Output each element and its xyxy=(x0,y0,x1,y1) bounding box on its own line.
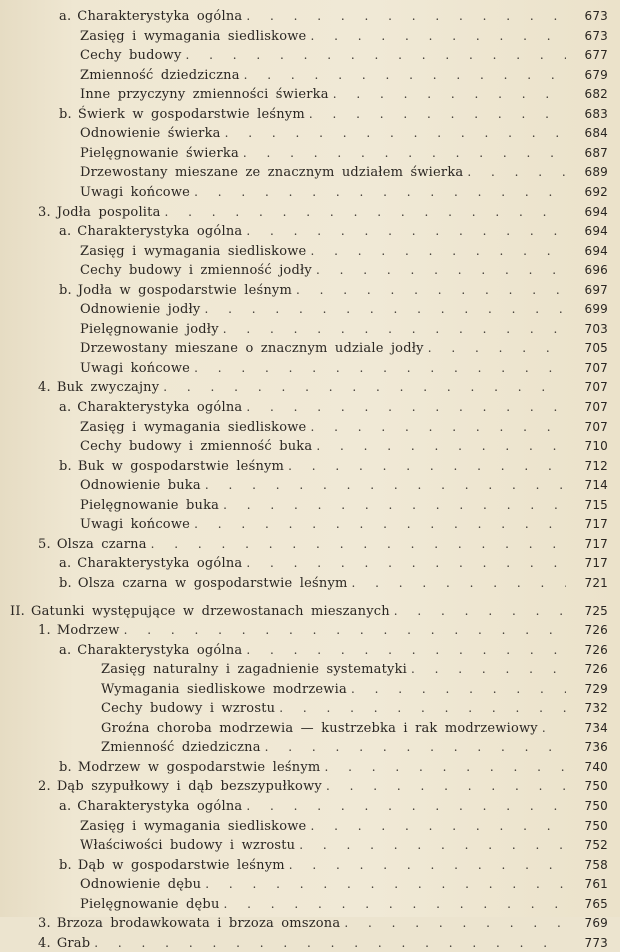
toc-entry-title: Uwagi końcowe xyxy=(80,517,191,533)
toc-entry xyxy=(0,438,620,455)
toc-entry xyxy=(0,379,620,396)
dot-leader xyxy=(163,379,566,396)
toc-entry-page-number: 677 xyxy=(584,48,608,63)
toc-entry xyxy=(0,458,620,475)
toc-entry-title: Cechy budowy i zmienność jodły xyxy=(80,263,312,279)
toc-entry xyxy=(0,477,620,494)
toc-entry xyxy=(0,282,620,299)
toc-entry xyxy=(0,419,620,436)
toc-entry-page-number: 694 xyxy=(584,204,608,219)
toc-entry-page-number: 699 xyxy=(584,302,608,317)
toc-entry-number: b. xyxy=(59,759,72,775)
toc-entry-page-number: 689 xyxy=(584,165,608,180)
toc-entry xyxy=(0,204,620,221)
toc-entry-title: Odnowienie świerka xyxy=(80,126,221,142)
toc-entry-title: Uwagi końcowe xyxy=(80,360,191,376)
dot-leader xyxy=(223,497,566,514)
toc-entry-title: Pielęgnowanie świerka xyxy=(80,145,239,161)
dot-leader xyxy=(265,739,566,756)
toc-entry-title: Pielęgnowanie dębu xyxy=(80,896,220,912)
toc-entry-number: b. xyxy=(59,282,72,298)
toc-entry-title: Zasięg naturalny i zagadnienie systematyki xyxy=(101,662,407,678)
toc-entry-page-number: 717 xyxy=(584,536,608,551)
toc-entry-title: Uwagi końcowe xyxy=(80,184,191,200)
dot-leader xyxy=(246,8,566,25)
toc-entry xyxy=(0,603,620,620)
toc-entry-number: 5. xyxy=(38,536,51,552)
toc-entry-page-number: 705 xyxy=(584,341,608,356)
dot-leader xyxy=(243,145,566,162)
toc-entry-page-number: 726 xyxy=(584,662,608,677)
toc-entry xyxy=(0,759,620,776)
dot-leader xyxy=(151,536,566,553)
toc-entry-page-number: 736 xyxy=(584,740,608,755)
toc-entry xyxy=(0,360,620,377)
toc-entry-page-number: 717 xyxy=(584,556,608,571)
toc-entry-number: 3. xyxy=(38,204,51,220)
dot-leader xyxy=(204,301,566,318)
toc-entry xyxy=(0,778,620,795)
toc-entry xyxy=(0,876,620,893)
toc-entry-title: Dąb szypułkowy i dąb bezszypułkowy xyxy=(56,779,322,795)
toc-entry-title: Jodła pospolita xyxy=(56,204,161,220)
toc-entry xyxy=(0,145,620,162)
toc-entry-number: a. xyxy=(59,224,72,240)
dot-leader xyxy=(310,243,566,260)
toc-entry-title: Groźna choroba modrzewia — kustrzebka i rak modrzewiowy xyxy=(101,720,538,736)
toc-entry-title: Cechy budowy i zmienność buka xyxy=(80,439,313,455)
toc-entry-title: Zmienność dziedziczna xyxy=(80,67,240,83)
toc-entry-title: Grab xyxy=(56,935,91,951)
toc-entry-page-number: 679 xyxy=(584,67,608,82)
toc-entry xyxy=(0,536,620,553)
toc-entry-page-number: 773 xyxy=(584,935,608,950)
toc-entry-title: Charakterystyka ogólna xyxy=(77,400,243,415)
toc-entry xyxy=(0,915,620,932)
toc-entry xyxy=(0,798,620,815)
dot-leader xyxy=(223,321,566,338)
toc-entry-title: Charakterystyka ogólna xyxy=(77,799,243,814)
toc-entry xyxy=(0,8,620,25)
toc-entry-title: Drzewostany mieszane o znacznym udziale jodły xyxy=(80,341,424,357)
toc-entry xyxy=(0,321,620,338)
toc-entry-title: Jodła w gospodarstwie leśnym xyxy=(77,282,293,298)
toc-entry-title: Pielęgnowanie jodły xyxy=(80,321,219,337)
toc-entry xyxy=(0,681,620,698)
dot-leader xyxy=(352,575,566,592)
toc-entry-page-number: 696 xyxy=(584,263,608,278)
toc-entry xyxy=(0,661,620,678)
toc-entry-page-number: 714 xyxy=(584,478,608,493)
toc-entry xyxy=(0,223,620,240)
toc-entry xyxy=(0,622,620,639)
dot-leader xyxy=(244,67,566,84)
dot-leader xyxy=(205,477,566,494)
toc-entry xyxy=(0,301,620,318)
toc-entry-title: Modrzew w gospodarstwie leśnym xyxy=(77,759,321,775)
toc-entry-page-number: 752 xyxy=(584,838,608,853)
dot-leader xyxy=(246,399,566,416)
toc-entry-page-number: 694 xyxy=(584,243,608,258)
toc-entry-page-number: 707 xyxy=(584,380,608,395)
toc-entry xyxy=(0,399,620,416)
toc-entry-title: Olsza czarna xyxy=(56,536,147,552)
toc-entry-title: Inne przyczyny zmienności świerka xyxy=(80,87,329,103)
dot-leader xyxy=(411,661,566,678)
toc-entry-page-number: 725 xyxy=(584,603,608,618)
toc-entry-page-number: 707 xyxy=(584,400,608,414)
toc-entry-number: a. xyxy=(59,642,72,658)
dot-leader xyxy=(288,458,566,475)
dot-leader xyxy=(246,555,566,572)
dot-leader xyxy=(279,700,566,717)
dot-leader xyxy=(351,681,566,698)
dot-leader xyxy=(194,184,566,201)
dot-leader xyxy=(324,759,566,776)
toc-entry-title: Gatunki występujące w drzewostanach mieszanych xyxy=(31,603,390,619)
toc-entry xyxy=(0,720,620,737)
toc-entry-number: b. xyxy=(59,458,72,474)
toc-entry-number: b. xyxy=(59,575,72,591)
toc-entry xyxy=(0,575,620,592)
toc-entry-page-number: 683 xyxy=(584,106,608,121)
dot-leader xyxy=(205,876,566,893)
dot-leader xyxy=(467,164,566,181)
toc-entry xyxy=(0,642,620,659)
toc-entry-title: Charakterystyka ogólna xyxy=(77,642,243,658)
dot-leader xyxy=(124,622,566,639)
toc-entry-title: Odnowienie buka xyxy=(80,478,201,494)
toc-entry xyxy=(0,243,620,260)
toc-entry-title: Odnowienie jodły xyxy=(80,302,201,318)
toc-entry xyxy=(0,857,620,874)
toc-entry-page-number: 726 xyxy=(584,642,608,657)
toc-entry xyxy=(0,497,620,514)
toc-entry-number: 4. xyxy=(38,935,51,951)
toc-entry-page-number: 758 xyxy=(584,857,608,872)
toc-entry-number: a. xyxy=(59,556,72,572)
toc-entry-page-number: 673 xyxy=(584,28,608,43)
toc-entry-number: II. xyxy=(10,603,26,619)
toc-entry-page-number: 712 xyxy=(584,458,608,473)
toc-entry-title: Zasięg i wymagania siedliskowe xyxy=(80,28,307,44)
toc-entry-title: Buk w gospodarstwie leśnym xyxy=(77,458,285,474)
toc-entry-number: a. xyxy=(59,400,72,415)
toc-entry-title: Charakterystyka ogólna xyxy=(77,9,243,24)
toc-entry xyxy=(0,700,620,717)
toc-entry-page-number: 740 xyxy=(584,759,608,774)
dot-leader xyxy=(316,262,566,279)
toc-entry-page-number: 769 xyxy=(584,916,608,931)
toc-entry-page-number: 750 xyxy=(584,779,608,794)
toc-entry-title: Cechy budowy i wzrostu xyxy=(101,701,276,717)
toc-entry-page-number: 673 xyxy=(584,9,608,23)
dot-leader xyxy=(542,720,566,737)
toc-entry xyxy=(0,340,620,357)
toc-entry-page-number: 697 xyxy=(584,282,608,297)
toc-entry-page-number: 734 xyxy=(584,720,608,735)
toc-entry-page-number: 703 xyxy=(584,321,608,336)
toc-entry-page-number: 726 xyxy=(584,623,608,638)
toc-entry-title: Świerk w gospodarstwie leśnym xyxy=(77,106,305,122)
toc-entry-title: Charakterystyka ogólna xyxy=(77,224,243,240)
dot-leader xyxy=(194,516,566,533)
dot-leader xyxy=(299,837,566,854)
dot-leader xyxy=(310,818,566,835)
toc-entry-page-number: 721 xyxy=(584,575,608,590)
dot-leader xyxy=(344,915,566,932)
toc-entry xyxy=(0,935,620,952)
toc-entry-page-number: 732 xyxy=(584,701,608,716)
toc-entry-title: Zasięg i wymagania siedliskowe xyxy=(80,419,307,435)
toc-entry-title: Odnowienie dębu xyxy=(80,877,202,893)
toc-entry-title: Zmienność dziedziczna xyxy=(101,740,261,756)
toc-entry-title: Zasięg i wymagania siedliskowe xyxy=(80,818,307,834)
dot-leader xyxy=(428,340,566,357)
dot-leader xyxy=(316,438,566,455)
toc-entry xyxy=(0,262,620,279)
toc-entry-page-number: 765 xyxy=(584,896,608,911)
toc-entry-page-number: 750 xyxy=(584,818,608,833)
toc-entry-title: Olsza czarna w gospodarstwie leśnym xyxy=(77,575,348,591)
dot-leader xyxy=(194,360,566,377)
dot-leader xyxy=(310,28,566,45)
toc-entry xyxy=(0,164,620,181)
toc-entry-page-number: 715 xyxy=(584,497,608,512)
toc-entry-title: Drzewostany mieszane ze znacznym udziałem świerka xyxy=(80,165,464,181)
toc-entry xyxy=(0,125,620,142)
toc-entry-title: Pielęgnowanie buka xyxy=(80,497,220,513)
dot-leader xyxy=(246,642,566,659)
toc-entry-title: Wymagania siedliskowe modrzewia xyxy=(101,681,347,697)
dot-leader xyxy=(246,798,566,815)
toc-entry-title: Brzoza brodawkowata i brzoza omszona xyxy=(56,916,341,932)
toc-entry-page-number: 707 xyxy=(584,360,608,375)
toc-entry-page-number: 692 xyxy=(584,184,608,199)
dot-leader xyxy=(394,603,566,620)
dot-leader xyxy=(309,106,566,123)
toc-entry xyxy=(0,86,620,103)
toc-entry xyxy=(0,106,620,123)
toc-entry xyxy=(0,837,620,854)
toc-entry xyxy=(0,739,620,756)
toc-entry-page-number: 750 xyxy=(584,799,608,813)
dot-leader xyxy=(186,47,567,64)
toc-entry xyxy=(0,516,620,533)
toc-entry-title: Modrzew xyxy=(56,623,120,639)
toc-entry-number: 2. xyxy=(38,779,51,795)
toc-entry-number: 3. xyxy=(38,916,51,932)
toc-entry-title: Zasięg i wymagania siedliskowe xyxy=(80,243,307,259)
toc-entry xyxy=(0,47,620,64)
toc-entry xyxy=(0,818,620,835)
dot-leader xyxy=(310,419,566,436)
toc-entry-page-number: 694 xyxy=(584,224,608,239)
toc-entry-page-number: 682 xyxy=(584,87,608,102)
dot-leader xyxy=(94,935,566,952)
dot-leader xyxy=(246,223,566,240)
toc-entry-page-number: 729 xyxy=(584,681,608,696)
toc-entry-title: Dąb w gospodarstwie leśnym xyxy=(77,857,285,873)
toc-entry-page-number: 761 xyxy=(584,877,608,892)
dot-leader xyxy=(289,857,566,874)
dot-leader xyxy=(326,778,566,795)
dot-leader xyxy=(165,204,566,221)
dot-leader xyxy=(296,282,566,299)
toc-entry-page-number: 707 xyxy=(584,419,608,434)
toc-entry-number: 1. xyxy=(38,623,51,639)
toc-entry-title: Buk zwyczajny xyxy=(56,380,160,396)
toc-entry-page-number: 684 xyxy=(584,126,608,141)
toc-entry-page-number: 710 xyxy=(584,439,608,454)
dot-leader xyxy=(225,125,566,142)
toc-entry xyxy=(0,67,620,84)
toc-entry xyxy=(0,555,620,572)
toc-entry xyxy=(0,28,620,45)
toc-entry-page-number: 717 xyxy=(584,517,608,532)
toc-entry-title: Charakterystyka ogólna xyxy=(77,556,243,572)
toc-entry-title: Cechy budowy xyxy=(80,48,182,64)
toc-entry-number: b. xyxy=(59,106,72,122)
toc-entry-page-number: 687 xyxy=(584,145,608,160)
dot-leader xyxy=(333,86,566,103)
dot-leader xyxy=(224,896,566,913)
toc-entry xyxy=(0,896,620,913)
toc-entry-title: Właściwości budowy i wzrostu xyxy=(80,838,296,854)
toc-entry-number: a. xyxy=(59,9,72,24)
toc-entry xyxy=(0,184,620,201)
toc-entry-number: a. xyxy=(59,799,72,814)
toc-entry-number: b. xyxy=(59,857,72,873)
toc-entry-number: 4. xyxy=(38,380,51,396)
